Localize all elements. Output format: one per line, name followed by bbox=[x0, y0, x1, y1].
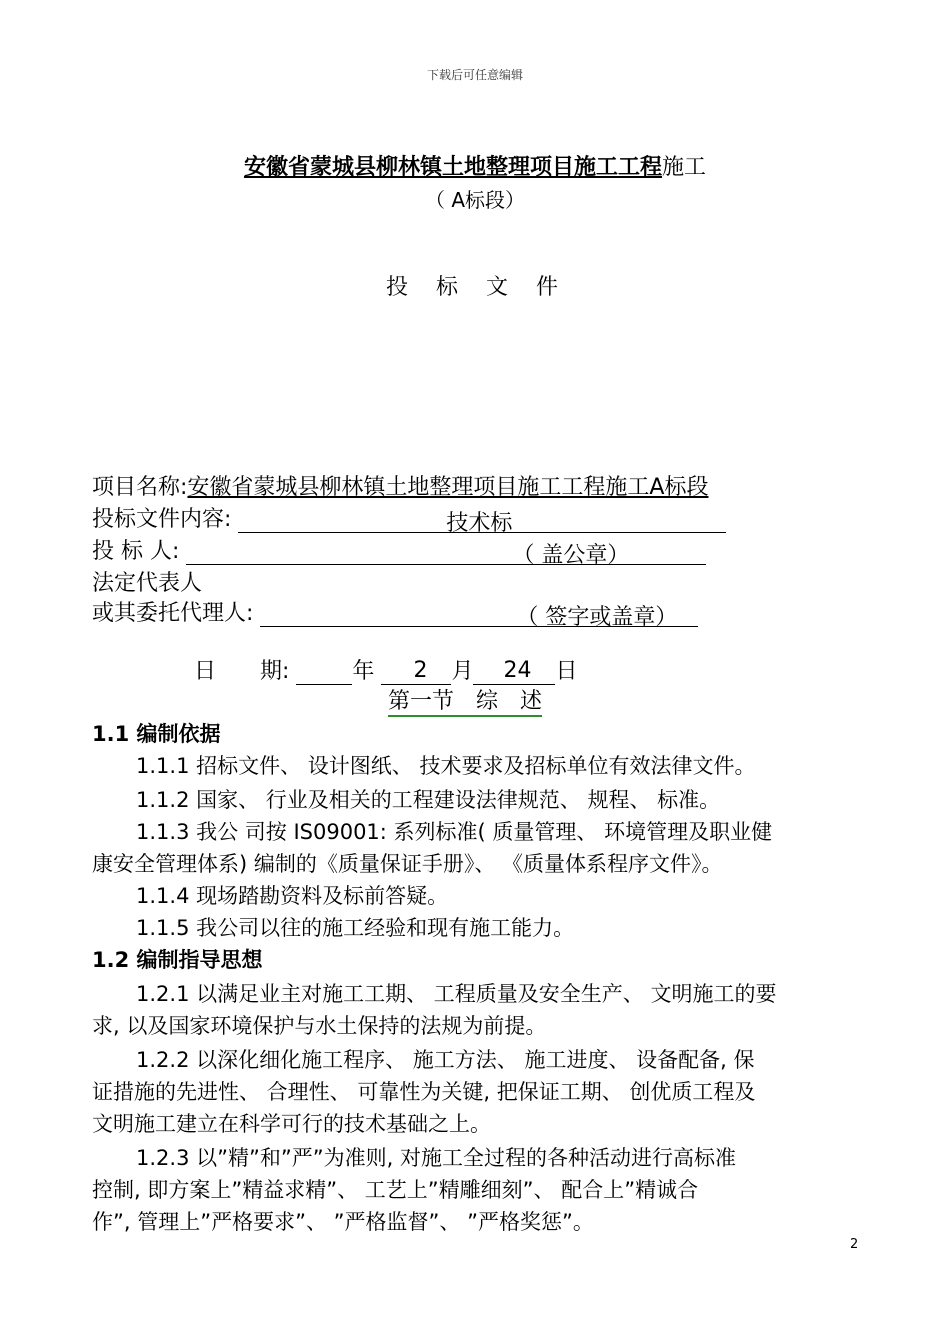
content-value: 技术标 bbox=[446, 511, 513, 536]
day-suffix: 日 bbox=[555, 659, 578, 684]
paragraph-1-1-1: 1.1.1 招标文件、 设计图纸、 技术要求及招标单位有效法律文件。 bbox=[136, 754, 756, 778]
legal-rep-row: 法定代表人 bbox=[92, 571, 203, 596]
paragraph-1-2-1-line1: 1.2.1 以满足业主对施工工期、 工程质量及安全生产、 文明施工的要 bbox=[136, 982, 777, 1006]
paragraph-1-2-2-line2: 证措施的先进性、 合理性、 可靠性为关键, 把保证工期、 创优质工程及 bbox=[92, 1080, 756, 1104]
content-label: 投标文件内容: bbox=[92, 507, 232, 532]
section-title: 第一节 综 述 bbox=[388, 684, 542, 717]
paragraph-1-2-3-line1: 1.2.3 以”精”和”严”为准则, 对施工全过程的各种活动进行高标准 bbox=[136, 1146, 736, 1170]
paragraph-1-1-2: 1.1.2 国家、 行业及相关的工程建设法律规范、 规程、 标准。 bbox=[136, 788, 721, 812]
document-type: 投标文件 bbox=[386, 275, 587, 300]
header-note: 下载后可任意编辑 bbox=[426, 68, 523, 82]
heading-1-1: 1.1 编制依据 bbox=[92, 722, 221, 746]
title-underlined: 安徽省蒙城县柳林镇土地整理项目施工工程 bbox=[243, 155, 662, 180]
document-subtitle: （ A标段） bbox=[424, 188, 526, 212]
document-title bbox=[0, 150, 950, 181]
project-value: 安徽省蒙城县柳林镇土地整理项目施工工程施工A标段 bbox=[187, 475, 709, 500]
paragraph-1-1-3-line1: 1.1.3 我公 司按 IS09001: 系列标准( 质量管理、 环境管理及职业健 bbox=[136, 820, 773, 844]
project-label: 项目名称: bbox=[92, 475, 188, 500]
paragraph-1-2-3-line3: 作”, 管理上”严格要求”、 ”严格监督”、 ”严格奖惩”。 bbox=[92, 1210, 594, 1234]
paragraph-1-2-2-line3: 文明施工建立在科学可行的技术基础之上。 bbox=[92, 1112, 491, 1136]
bidder-value: （ 盖公章） bbox=[512, 543, 630, 568]
bidder-row bbox=[92, 534, 706, 568]
day-value: 24 bbox=[503, 658, 532, 683]
agent-row bbox=[92, 596, 698, 630]
month-suffix: 月 bbox=[451, 659, 474, 684]
agent-field bbox=[260, 602, 698, 630]
paragraph-1-1-5: 1.1.5 我公司以往的施工经验和现有施工能力。 bbox=[136, 916, 575, 940]
month-field bbox=[381, 660, 451, 685]
paragraph-1-2-2-line1: 1.2.2 以深化细化施工程序、 施工方法、 施工进度、 设备配备, 保 bbox=[136, 1048, 755, 1072]
date-label: 日 期: bbox=[194, 659, 290, 684]
project-name-row bbox=[92, 470, 708, 501]
year-field bbox=[296, 660, 352, 685]
content-field bbox=[238, 508, 726, 536]
content-row bbox=[92, 502, 726, 536]
paragraph-1-1-4: 1.1.4 现场踏勘资料及标前答疑。 bbox=[136, 884, 449, 908]
bidder-label: 投 标 人: bbox=[92, 539, 180, 564]
agent-value: （ 签字或盖章） bbox=[516, 605, 678, 630]
date-row bbox=[194, 654, 577, 685]
title-rest: 施工 bbox=[662, 155, 707, 180]
bidder-field bbox=[186, 540, 706, 568]
paragraph-1-2-1-line2: 求, 以及国家环境保护与水土保持的法规为前提。 bbox=[92, 1014, 547, 1038]
year-suffix: 年 bbox=[352, 659, 375, 684]
month-value: 2 bbox=[413, 658, 428, 683]
paragraph-1-1-3-line2: 康安全管理体系) 编制的《质量保证手册》、 《质量体系程序文件》。 bbox=[92, 852, 723, 876]
page-number: 2 bbox=[850, 1237, 859, 1252]
agent-label: 或其委托代理人: bbox=[92, 601, 254, 626]
heading-1-2: 1.2 编制指导思想 bbox=[92, 948, 263, 972]
paragraph-1-2-3-line2: 控制, 即方案上”精益求精”、 工艺上”精雕细刻”、 配合上”精诚合 bbox=[92, 1178, 699, 1202]
day-field bbox=[473, 660, 555, 685]
